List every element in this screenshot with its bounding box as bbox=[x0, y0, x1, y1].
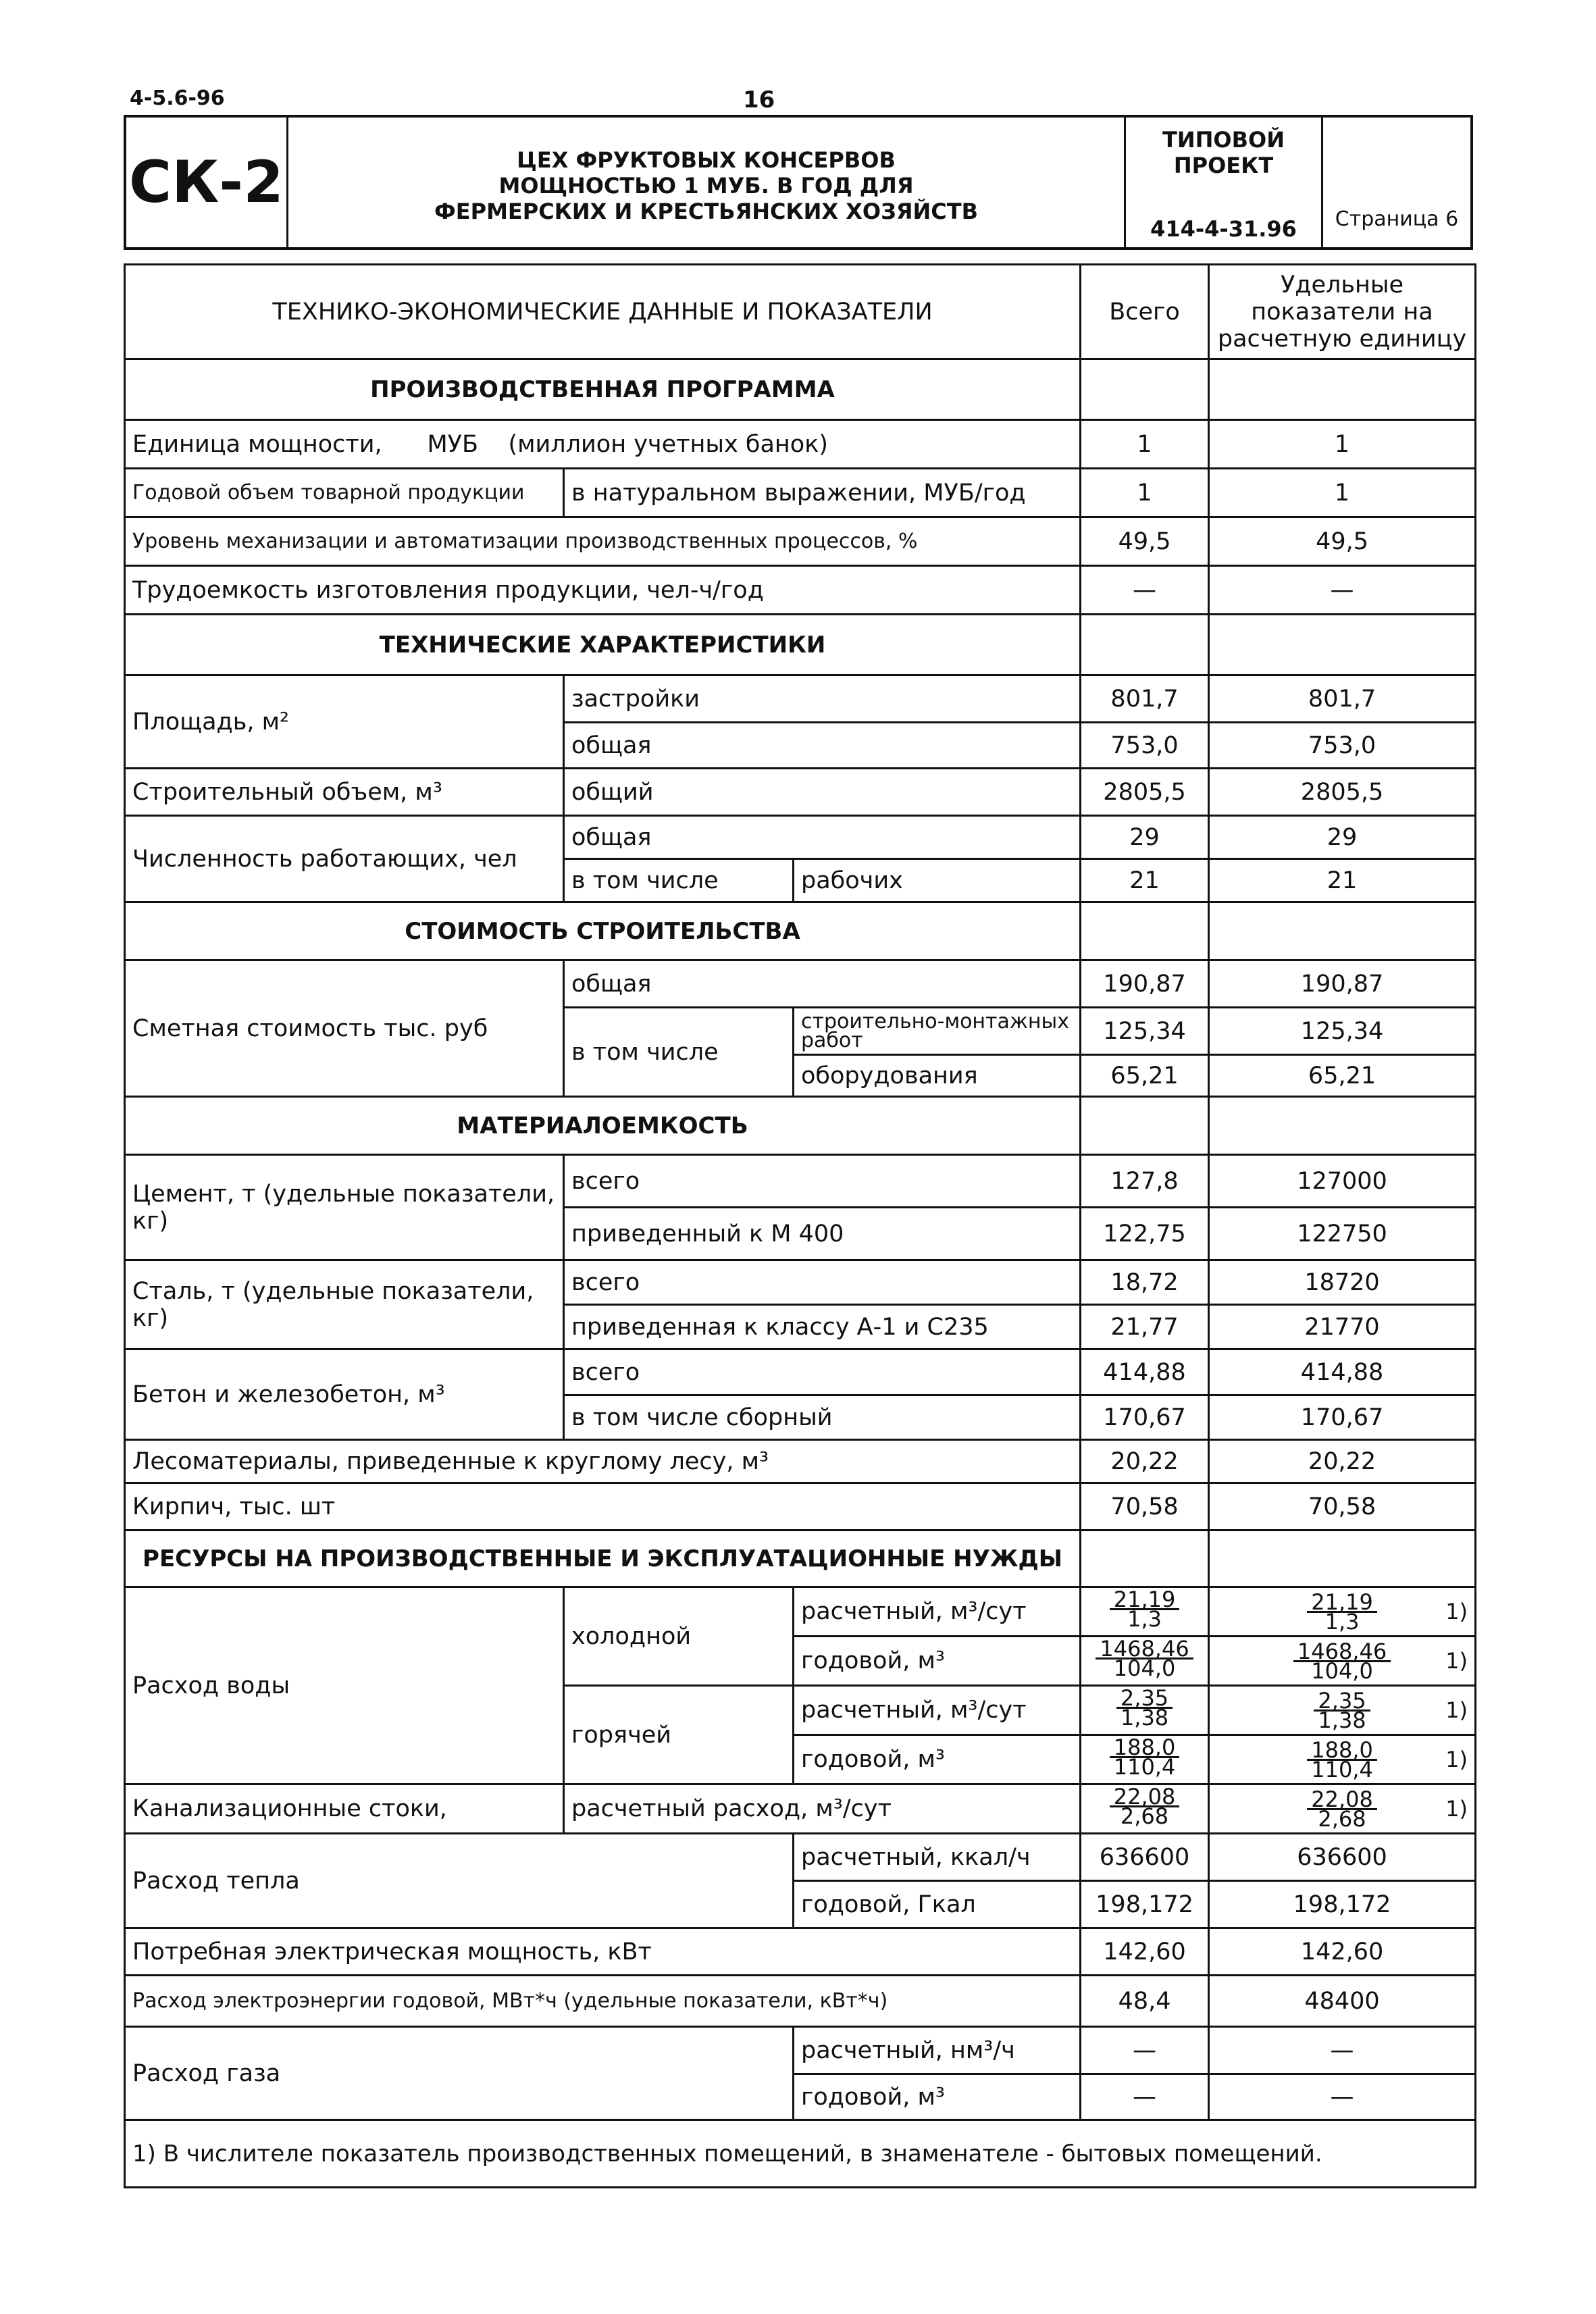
sewer-total: $\frac{22,08}{2,68}$ bbox=[1110, 1788, 1180, 1825]
table-row: Расход электроэнергии годовой, МВт*ч (удельные показатели, кВт*ч) 48,4 48400 bbox=[125, 1976, 1476, 2027]
table-row: Потребная электрическая мощность, кВт 142,60 142,60 bbox=[125, 1928, 1476, 1976]
title-line-3: ФЕРМЕРСКИХ И КРЕСТЬЯНСКИХ ХОЗЯЙСТВ bbox=[434, 199, 978, 224]
table-row: приведенный к М 400 122,75 122750 bbox=[125, 1208, 1476, 1260]
table-row: общая 753,0 753,0 bbox=[125, 723, 1476, 769]
section-row bbox=[125, 359, 1476, 420]
section-row bbox=[125, 1531, 1476, 1587]
project-block bbox=[1126, 118, 1323, 247]
table-row: Цемент, т (удельные показатели, кг) всего 127,8 127000 bbox=[125, 1155, 1476, 1208]
table-row: Канализационные стоки, расчетный расход, м³/сут $\frac{22,08}{2,68}$ $\frac{22,08}{2,68}$ 1) bbox=[125, 1784, 1476, 1834]
table-row: годовой, Гкал 198,172 198,172 bbox=[125, 1881, 1476, 1928]
table-row: Численность работающих, чел общая 29 29 bbox=[125, 816, 1476, 859]
table-row: в том числе рабочих 21 21 bbox=[125, 859, 1476, 902]
table-row: Площадь, м² застройки 801,7 801,7 bbox=[125, 675, 1476, 723]
table-row: в том числе сборный 170,67 170,67 bbox=[125, 1395, 1476, 1440]
table-row: Сметная стоимость тыс. руб общая 190,87 190,87 bbox=[125, 960, 1476, 1008]
capacity-cell: Единица мощности, МУБ (миллион учетных банок) bbox=[125, 420, 1081, 469]
header-total: Всего bbox=[1081, 265, 1209, 359]
table-row: приведенная к классу А-1 и С235 21,77 21770 bbox=[125, 1305, 1476, 1349]
cold-calc-specific: $\frac{21,19}{1,3}$ bbox=[1307, 1593, 1377, 1630]
table-row: годовой, м³ — — bbox=[125, 2074, 1476, 2120]
section-resources: РЕСУРСЫ НА ПРОИЗВОДСТВЕННЫЕ И ЭКСПЛУАТАЦИОННЫЕ НУЖДЫ bbox=[125, 1531, 1081, 1587]
header-specific: Удельные показатели на расчетную единицу bbox=[1209, 265, 1476, 359]
page-label: Страница 6 bbox=[1335, 207, 1459, 231]
table-row: Лесоматериалы, приведенные к круглому лесу, м³ 20,22 20,22 bbox=[125, 1440, 1476, 1483]
table-row: Бетон и железобетон, м³ всего 414,88 414,88 bbox=[125, 1349, 1476, 1395]
project-type-line-1: ТИПОВОЙ bbox=[1162, 127, 1285, 153]
section-production: ПРОИЗВОДСТВЕННАЯ ПРОГРАММА bbox=[125, 359, 1081, 420]
title-line-2: МОЩНОСТЬЮ 1 МУБ. В ГОД ДЛЯ bbox=[498, 173, 914, 199]
table-row: Уровень механизации и автоматизации производственных процессов, % 49,5 49,5 bbox=[125, 517, 1476, 566]
table-row: Расход воды холодной расчетный, м³/сут $\frac{21,19}{1,3}$ $\frac{21,19}{1,3}$ 1) bbox=[125, 1587, 1476, 1637]
page-number: 16 bbox=[743, 86, 775, 113]
footnote: 1) В числителе показатель производственных помещений, в знаменателе - бытовых помещений. bbox=[125, 2120, 1476, 2188]
project-number: 414-4-31.96 bbox=[1150, 216, 1297, 242]
section-row bbox=[125, 902, 1476, 960]
hot-year-total: $\frac{188,0}{110,4}$ bbox=[1110, 1739, 1180, 1776]
section-cost: СТОИМОСТЬ СТРОИТЕЛЬСТВА bbox=[125, 902, 1081, 960]
table-row: годовой, м³ $\frac{1468,46}{104,0}$ $\frac{1468,46}{104,0}$ 1) bbox=[125, 1637, 1476, 1686]
header-indicators: ТЕХНИКО-ЭКОНОМИЧЕСКИЕ ДАННЫЕ И ПОКАЗАТЕЛИ bbox=[125, 265, 1081, 359]
cold-year-specific: $\frac{1468,46}{104,0}$ bbox=[1293, 1643, 1391, 1680]
table-row: Строительный объем, м³ общий 2805,5 2805,5 bbox=[125, 769, 1476, 816]
table-row: Сталь, т (удельные показатели, кг) всего 18,72 18720 bbox=[125, 1260, 1476, 1305]
table-row: Кирпич, тыс. шт 70,58 70,58 bbox=[125, 1483, 1476, 1531]
title-block bbox=[124, 115, 1473, 250]
table-row: годовой, м³ $\frac{188,0}{110,4}$ $\frac{188,0}{110,4}$ 1) bbox=[125, 1735, 1476, 1784]
table-row: Расход тепла расчетный, ккал/ч 636600 636600 bbox=[125, 1834, 1476, 1881]
table-row: Трудоемкость изготовления продукции, чел-ч/год — — bbox=[125, 566, 1476, 615]
footnote-row bbox=[125, 2120, 1476, 2188]
section-technical: ТЕХНИЧЕСКИЕ ХАРАКТЕРИСТИКИ bbox=[125, 615, 1081, 675]
table-row: Единица мощности, МУБ (миллион учетных банок) 1 1 bbox=[125, 420, 1476, 469]
section-row bbox=[125, 615, 1476, 675]
project-type-line-2: ПРОЕКТ bbox=[1173, 153, 1274, 178]
table-row: оборудования 65,21 65,21 bbox=[125, 1055, 1476, 1097]
table-row: Годовой объем товарной продукции в натуральном выражении, МУБ/год 1 1 bbox=[125, 469, 1476, 517]
table-row: в том числе строительно-монтажных работ 125,34 125,34 bbox=[125, 1008, 1476, 1055]
section-materials: МАТЕРИАЛОЕМКОСТЬ bbox=[125, 1097, 1081, 1155]
cold-calc-total: $\frac{21,19}{1,3}$ bbox=[1110, 1591, 1180, 1628]
hot-calc-total: $\frac{2,35}{1,38}$ bbox=[1116, 1689, 1173, 1726]
hot-year-specific: $\frac{188,0}{110,4}$ bbox=[1307, 1741, 1377, 1778]
hot-calc-specific: $\frac{2,35}{1,38}$ bbox=[1314, 1692, 1370, 1729]
table-row: горячей расчетный, м³/сут $\frac{2,35}{1,38}$ $\frac{2,35}{1,38}$ 1) bbox=[125, 1686, 1476, 1735]
sheet-code: СК-2 bbox=[126, 118, 288, 247]
cold-year-total: $\frac{1468,46}{104,0}$ bbox=[1096, 1640, 1193, 1677]
section-row bbox=[125, 1097, 1476, 1155]
table-header-row bbox=[125, 265, 1476, 359]
series-code: 4-5.6-96 bbox=[130, 86, 225, 110]
title-line-1: ЦЕХ ФРУКТОВЫХ КОНСЕРВОВ bbox=[517, 147, 896, 173]
table-row: Расход газа расчетный, нм³/ч — — bbox=[125, 2027, 1476, 2074]
sewer-specific: $\frac{22,08}{2,68}$ bbox=[1307, 1791, 1377, 1828]
indicators-table bbox=[124, 263, 1476, 2188]
document-title bbox=[288, 118, 1126, 247]
